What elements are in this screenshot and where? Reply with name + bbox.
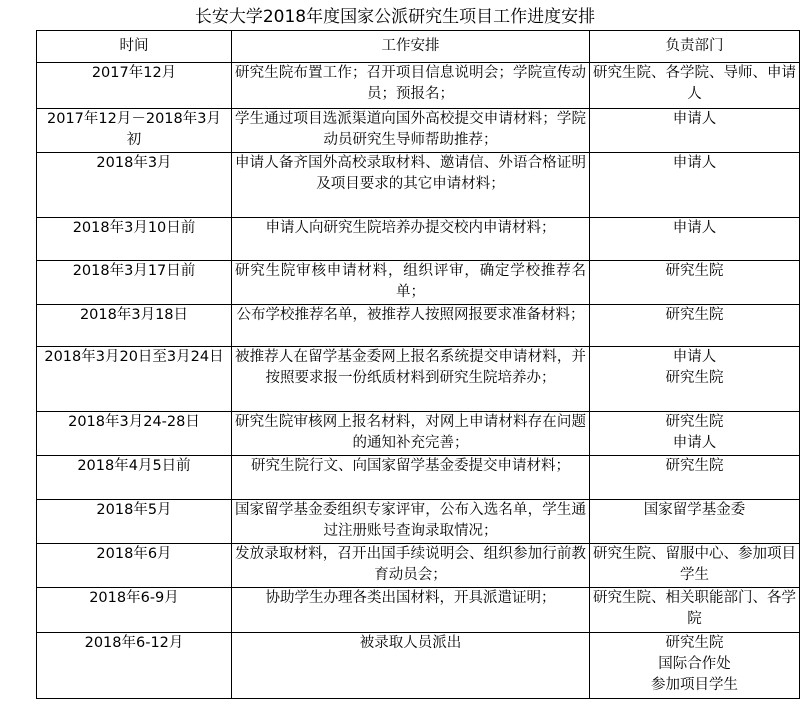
row-time: 2018年3月18日 <box>37 305 232 347</box>
row-responsible: 研究生院、留服中心、参加项目学生 <box>590 544 800 588</box>
row-responsible: 申请人 <box>590 109 800 153</box>
table-row <box>37 456 800 500</box>
row-responsible: 研究生院 申请人 <box>590 412 800 456</box>
row-work: 申请人备齐国外高校录取材料、邀请信、外语合格证明及项目要求的其它申请材料； <box>232 153 590 218</box>
schedule-table <box>36 30 800 699</box>
header-work: 工作安排 <box>232 31 590 63</box>
row-responsible: 研究生院 <box>590 456 800 500</box>
row-time: 2017年12月－2018年3月初 <box>37 109 232 153</box>
table-row <box>37 261 800 305</box>
row-work: 被录取人员派出 <box>232 633 590 699</box>
row-work: 研究生院布置工作；召开项目信息说明会；学院宣传动员；预报名； <box>232 63 590 109</box>
header-responsible: 负责部门 <box>590 31 800 63</box>
table-header-row <box>37 31 800 63</box>
row-responsible: 国家留学基金委 <box>590 500 800 544</box>
row-work: 研究生院审核申请材料，组织评审，确定学校推荐名单； <box>232 261 590 305</box>
row-time: 2018年3月17日前 <box>37 261 232 305</box>
row-time: 2018年4月5日前 <box>37 456 232 500</box>
row-work: 申请人向研究生院培养办提交校内申请材料； <box>232 218 590 261</box>
row-responsible: 研究生院 国际合作处 参加项目学生 <box>590 633 800 699</box>
row-work: 被推荐人在留学基金委网上报名系统提交申请材料，并按照要求报一份纸质材料到研究生院培养办； <box>232 347 590 412</box>
page-title: 长安大学2018年度国家公派研究生项目工作进度安排 <box>194 7 596 27</box>
table-row <box>37 305 800 347</box>
row-work: 研究生院审核网上报名材料，对网上申请材料存在问题的通知补充完善； <box>232 412 590 456</box>
table-row <box>37 412 800 456</box>
table-row <box>37 500 800 544</box>
row-responsible: 申请人 <box>590 218 800 261</box>
table-row <box>37 153 800 218</box>
row-work: 研究生院行文、向国家留学基金委提交申请材料； <box>232 456 590 500</box>
row-responsible: 研究生院 <box>590 305 800 347</box>
table-row <box>37 544 800 588</box>
table-row <box>37 63 800 109</box>
row-time: 2018年3月 <box>37 153 232 218</box>
table-row <box>37 633 800 699</box>
row-work: 公布学校推荐名单，被推荐人按照网报要求准备材料； <box>232 305 590 347</box>
row-time: 2018年5月 <box>37 500 232 544</box>
table-row <box>37 347 800 412</box>
row-time: 2018年3月24-28日 <box>37 412 232 456</box>
row-time: 2018年3月10日前 <box>37 218 232 261</box>
row-work: 发放录取材料，召开出国手续说明会、组织参加行前教育动员会； <box>232 544 590 588</box>
row-responsible: 研究生院 <box>590 261 800 305</box>
row-time: 2018年6-9月 <box>37 588 232 633</box>
row-work: 国家留学基金委组织专家评审，公布入选名单，学生通过注册账号查询录取情况； <box>232 500 590 544</box>
row-time: 2018年6月 <box>37 544 232 588</box>
row-work: 协助学生办理各类出国材料，开具派遣证明； <box>232 588 590 633</box>
header-time: 时间 <box>37 31 232 63</box>
table-row <box>37 109 800 153</box>
row-work: 学生通过项目选派渠道向国外高校提交申请材料；学院动员研究生导师帮助推荐； <box>232 109 590 153</box>
row-time: 2018年3月20日至3月24日 <box>37 347 232 412</box>
row-responsible: 研究生院、各学院、导师、申请人 <box>590 63 800 109</box>
row-time: 2018年6-12月 <box>37 633 232 699</box>
table-row <box>37 588 800 633</box>
row-time: 2017年12月 <box>37 63 232 109</box>
row-responsible: 研究生院、相关职能部门、各学院 <box>590 588 800 633</box>
row-responsible: 申请人 研究生院 <box>590 347 800 412</box>
table-row <box>37 218 800 261</box>
row-responsible: 申请人 <box>590 153 800 218</box>
